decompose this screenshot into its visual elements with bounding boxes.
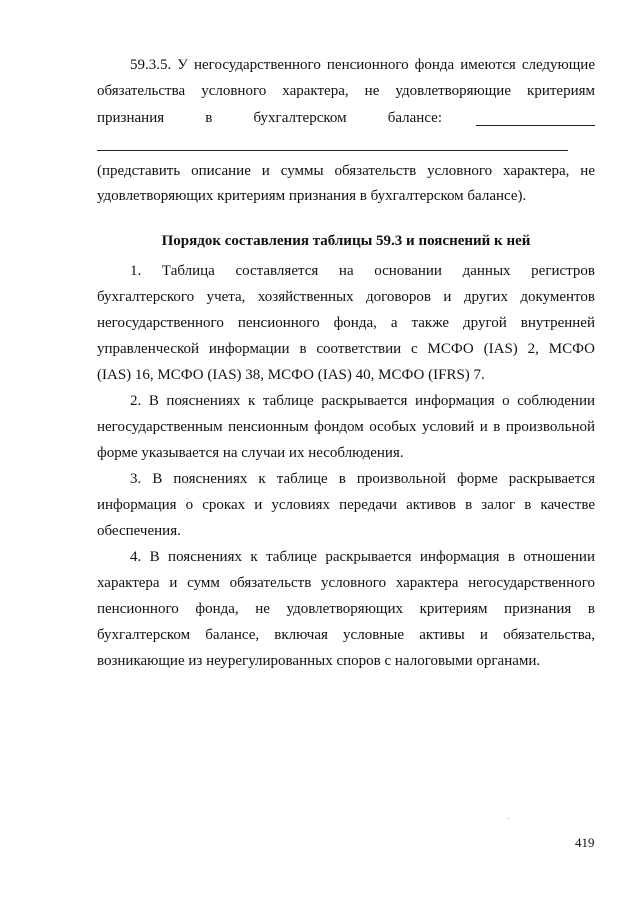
- page-number: 419: [575, 835, 595, 850]
- scan-speck: [508, 818, 509, 819]
- section-note-line-1: (представить описание и суммы обязательств условного характера, не: [97, 163, 595, 179]
- section-note-line-2: удовлетворяющих критериям признания в бухгалтерском балансе).: [97, 188, 527, 204]
- item-4-line-2: характера и сумм обязательств условного характера негосударственного: [97, 575, 595, 591]
- item-2-line-1: 2. В пояснениях к таблице раскрывается информация о соблюдении: [130, 393, 595, 409]
- answer-blank-line-2: [97, 150, 568, 151]
- item-1-line-4: управленческой информации в соответствии с МСФО (IAS) 2, МСФО: [97, 341, 595, 357]
- item-1-line-5: (IAS) 16, МСФО (IAS) 38, МСФО (IAS) 40, МСФО (IFRS) 7.: [97, 367, 485, 383]
- item-4-line-3: пенсионного фонда, не удовлетворяющих критериям признания в: [97, 601, 595, 617]
- section-59-3-5-line-1: 59.3.5. У негосударственного пенсионного фонда имеются следующие: [130, 57, 595, 73]
- section-heading: Порядок составления таблицы 59.3 и пояснений к ней: [161, 233, 531, 249]
- item-4-line-4: бухгалтерском балансе, включая условные активы и обязательства,: [97, 627, 595, 643]
- item-2-line-3: форме указывается на случаи их несоблюдения.: [97, 445, 404, 461]
- item-3-line-2: информация о сроках и условиях передачи активов в залог в качестве: [97, 497, 595, 513]
- item-1-line-2: бухгалтерского учета, хозяйственных договоров и других документов: [97, 289, 595, 305]
- answer-blank-line-1: [476, 125, 595, 126]
- item-3-line-3: обеспечения.: [97, 523, 181, 539]
- item-2-line-2: негосударственным пенсионным фондом особых условий и в произвольной: [97, 419, 595, 435]
- item-4-line-1: 4. В пояснениях к таблице раскрывается информация в отношении: [130, 549, 595, 565]
- item-1-line-3: негосударственного пенсионного фонда, а также другой внутренней: [97, 315, 595, 331]
- item-4-line-5: возникающие из неурегулированных споров с налоговыми органами.: [97, 653, 541, 669]
- item-1-line-1: 1. Таблица составляется на основании данных регистров: [130, 263, 595, 279]
- item-3-line-1: 3. В пояснениях к таблице в произвольной форме раскрывается: [130, 471, 595, 487]
- section-59-3-5-line-3: признания в бухгалтерском балансе:: [97, 110, 442, 126]
- section-59-3-5-line-2: обязательства условного характера, не удовлетворяющие критериям: [97, 83, 595, 99]
